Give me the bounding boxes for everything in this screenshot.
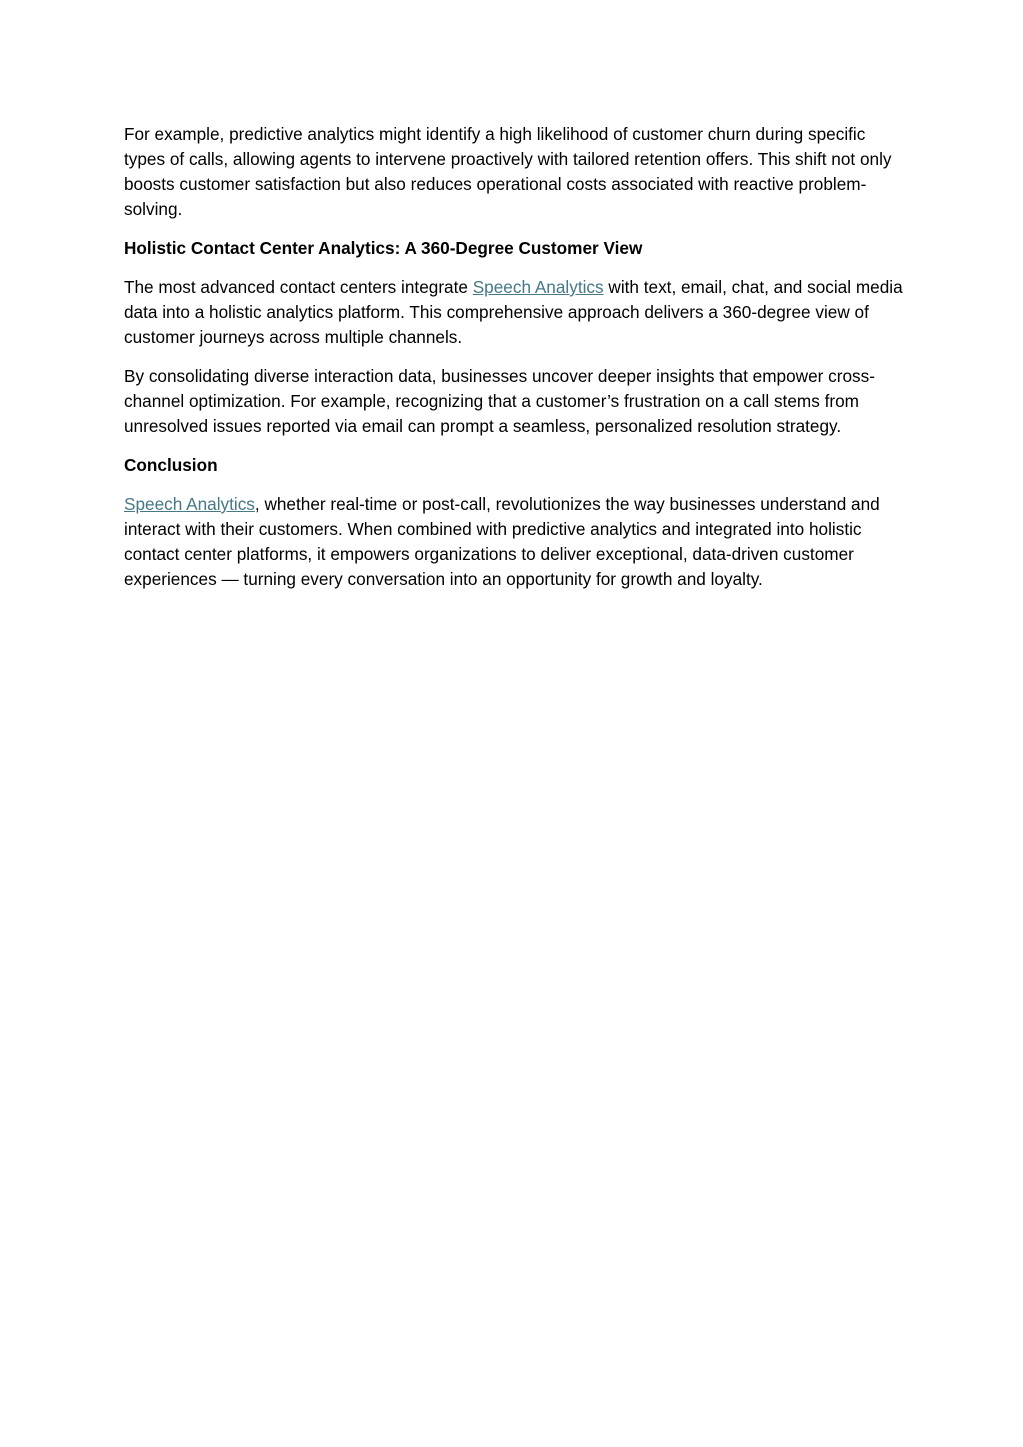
heading-holistic-analytics: Holistic Contact Center Analytics: A 360-Degree Customer View	[124, 238, 643, 258]
paragraph-integration-text-end: with text, email, chat, and social media data into a holistic analytics platform. This comprehensive approach delivers a 360-degree view of customer journeys across multiple channels.	[124, 277, 903, 347]
paragraph-conclusion-text: , whether real-time or post-call, revolutionizes the way businesses understand and interact with their customers. When combined with predictive analytics and integrated into holistic contact center platforms, it empowers organizations to deliver exceptional, data-driven customer experiences — turning every conversation into an opportunity for growth and loyalty.	[124, 494, 880, 589]
paragraph-integration-text-start: The most advanced contact centers integrate	[124, 277, 473, 297]
document-page	[124, 122, 904, 606]
paragraph-integration	[124, 275, 904, 350]
speech-analytics-link-conclusion[interactable]: Speech Analytics	[124, 494, 255, 514]
speech-analytics-link[interactable]: Speech Analytics	[472, 277, 604, 297]
paragraph-consolidating-data: By consolidating diverse interaction data, businesses uncover deeper insights that empower cross-channel optimization. For example, recognizing that a customer’s frustration on a call stems from unresolved issues reported via email can prompt a seamless, personalized resolution strategy.	[124, 366, 875, 436]
paragraph-churn-example: For example, predictive analytics might identify a high likelihood of customer churn during specific types of calls, allowing agents to intervene proactively with tailored retention offers. This shift not only boosts customer satisfaction but also reduces operational costs associated with reactive problem-solving.	[124, 124, 892, 219]
paragraph-conclusion	[124, 492, 904, 592]
heading-conclusion: Conclusion	[124, 455, 218, 475]
